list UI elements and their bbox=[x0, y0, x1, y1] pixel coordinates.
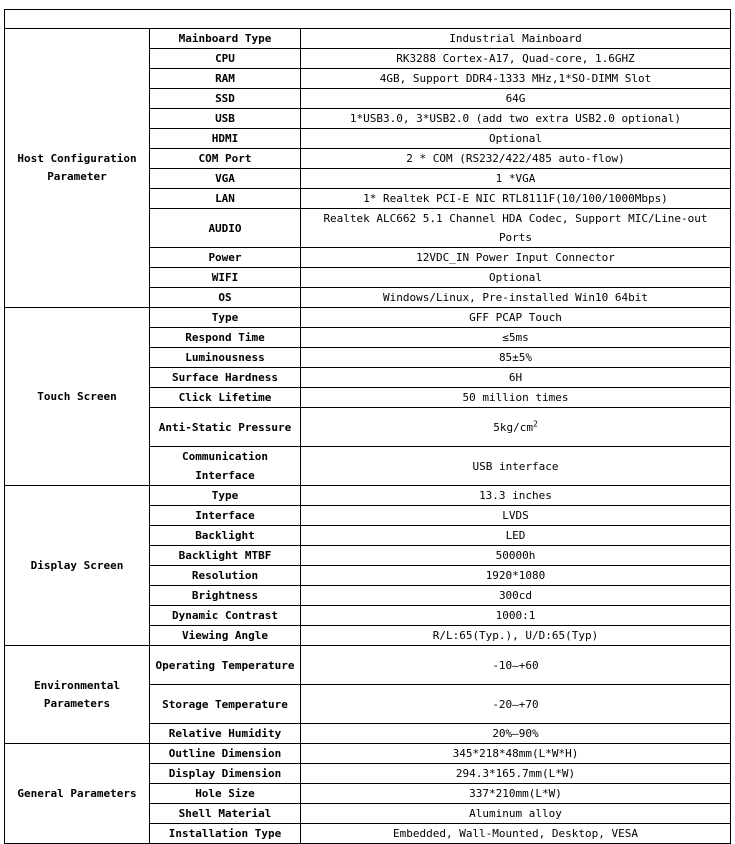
row-value: 13.3 inches bbox=[301, 486, 731, 506]
row-value bbox=[301, 408, 731, 447]
row-value: LVDS bbox=[301, 506, 731, 526]
row-value: USB interface bbox=[301, 447, 731, 486]
row-label: LAN bbox=[150, 189, 301, 209]
group-display: Display Screen bbox=[5, 486, 150, 646]
group-env: Environmental Parameters bbox=[5, 646, 150, 744]
row-label: Hole Size bbox=[150, 784, 301, 804]
row-value: Industrial Mainboard bbox=[301, 29, 731, 49]
row-label: Anti-Static Pressure bbox=[150, 408, 301, 447]
row-label: SSD bbox=[150, 89, 301, 109]
row-value: ≤5ms bbox=[301, 328, 731, 348]
row-label: Operating Temperature bbox=[150, 646, 301, 685]
row-label: VGA bbox=[150, 169, 301, 189]
row-value: 12VDC_IN Power Input Connector bbox=[301, 248, 731, 268]
row-value: 345*218*48mm(L*W*H) bbox=[301, 744, 731, 764]
row-label: Respond Time bbox=[150, 328, 301, 348]
row-label: Resolution bbox=[150, 566, 301, 586]
row-label: RAM bbox=[150, 69, 301, 89]
row-label: Storage Temperature bbox=[150, 685, 301, 724]
row-label: HDMI bbox=[150, 129, 301, 149]
row-value: -20—+70 bbox=[301, 685, 731, 724]
row-label: Interface bbox=[150, 506, 301, 526]
row-value: 85±5% bbox=[301, 348, 731, 368]
value-text: 5kg/cm bbox=[493, 420, 533, 434]
row-label: AUDIO bbox=[150, 209, 301, 248]
row-value: 1*USB3.0, 3*USB2.0 (add two extra USB2.0 optional) bbox=[301, 109, 731, 129]
row-label: Power bbox=[150, 248, 301, 268]
row-label: COM Port bbox=[150, 149, 301, 169]
row-label: Communication Interface bbox=[150, 447, 301, 486]
row-label: Dynamic Contrast bbox=[150, 606, 301, 626]
row-value: Aluminum alloy bbox=[301, 804, 731, 824]
table-row bbox=[5, 744, 731, 764]
row-value: 64G bbox=[301, 89, 731, 109]
row-value: -10—+60 bbox=[301, 646, 731, 685]
superscript: 2 bbox=[532, 418, 538, 428]
row-value: Windows/Linux, Pre-installed Win10 64bit bbox=[301, 288, 731, 308]
row-value: 300cd bbox=[301, 586, 731, 606]
row-value: 20%—90% bbox=[301, 724, 731, 744]
row-value: 6H bbox=[301, 368, 731, 388]
row-label: Relative Humidity bbox=[150, 724, 301, 744]
row-value: 1* Realtek PCI-E NIC RTL8111F(10/100/1000Mbps) bbox=[301, 189, 731, 209]
row-value: R/L:65(Typ.), U/D:65(Typ) bbox=[301, 626, 731, 646]
row-value: Optional bbox=[301, 129, 731, 149]
row-value: 337*210mm(L*W) bbox=[301, 784, 731, 804]
row-label: Installation Type bbox=[150, 824, 301, 844]
row-label: WIFI bbox=[150, 268, 301, 288]
row-value: Optional bbox=[301, 268, 731, 288]
row-value: 4GB, Support DDR4-1333 MHz,1*SO-DIMM Slot bbox=[301, 69, 731, 89]
header-row bbox=[5, 10, 731, 29]
row-label: Surface Hardness bbox=[150, 368, 301, 388]
table-row bbox=[5, 646, 731, 685]
row-value: 1 *VGA bbox=[301, 169, 731, 189]
row-label: Display Dimension bbox=[150, 764, 301, 784]
row-label: Click Lifetime bbox=[150, 388, 301, 408]
row-value: 50 million times bbox=[301, 388, 731, 408]
table-row bbox=[5, 29, 731, 49]
row-value: RK3288 Cortex-A17, Quad-core, 1.6GHZ bbox=[301, 49, 731, 69]
row-value: 1920*1080 bbox=[301, 566, 731, 586]
group-touch: Touch Screen bbox=[5, 308, 150, 486]
row-label: Viewing Angle bbox=[150, 626, 301, 646]
row-value: 294.3*165.7mm(L*W) bbox=[301, 764, 731, 784]
row-label: CPU bbox=[150, 49, 301, 69]
table-row bbox=[5, 308, 731, 328]
row-label: Type bbox=[150, 486, 301, 506]
row-value: GFF PCAP Touch bbox=[301, 308, 731, 328]
row-value: 50000h bbox=[301, 546, 731, 566]
row-value: LED bbox=[301, 526, 731, 546]
row-label: Mainboard Type bbox=[150, 29, 301, 49]
row-label: OS bbox=[150, 288, 301, 308]
spec-table bbox=[4, 9, 731, 844]
row-value: Embedded, Wall-Mounted, Desktop, VESA bbox=[301, 824, 731, 844]
row-label: Backlight bbox=[150, 526, 301, 546]
row-label: Backlight MTBF bbox=[150, 546, 301, 566]
row-value: 1000:1 bbox=[301, 606, 731, 626]
header-cell bbox=[5, 10, 731, 29]
row-label: Outline Dimension bbox=[150, 744, 301, 764]
row-label: USB bbox=[150, 109, 301, 129]
group-general: General Parameters bbox=[5, 744, 150, 844]
group-host: Host Configuration Parameter bbox=[5, 29, 150, 308]
row-label: Type bbox=[150, 308, 301, 328]
row-label: Luminousness bbox=[150, 348, 301, 368]
row-label: Brightness bbox=[150, 586, 301, 606]
row-label: Shell Material bbox=[150, 804, 301, 824]
row-value: Realtek ALC662 5.1 Channel HDA Codec, Support MIC/Line-out Ports bbox=[301, 209, 731, 248]
table-row bbox=[5, 486, 731, 506]
row-value: 2 * COM (RS232/422/485 auto-flow) bbox=[301, 149, 731, 169]
